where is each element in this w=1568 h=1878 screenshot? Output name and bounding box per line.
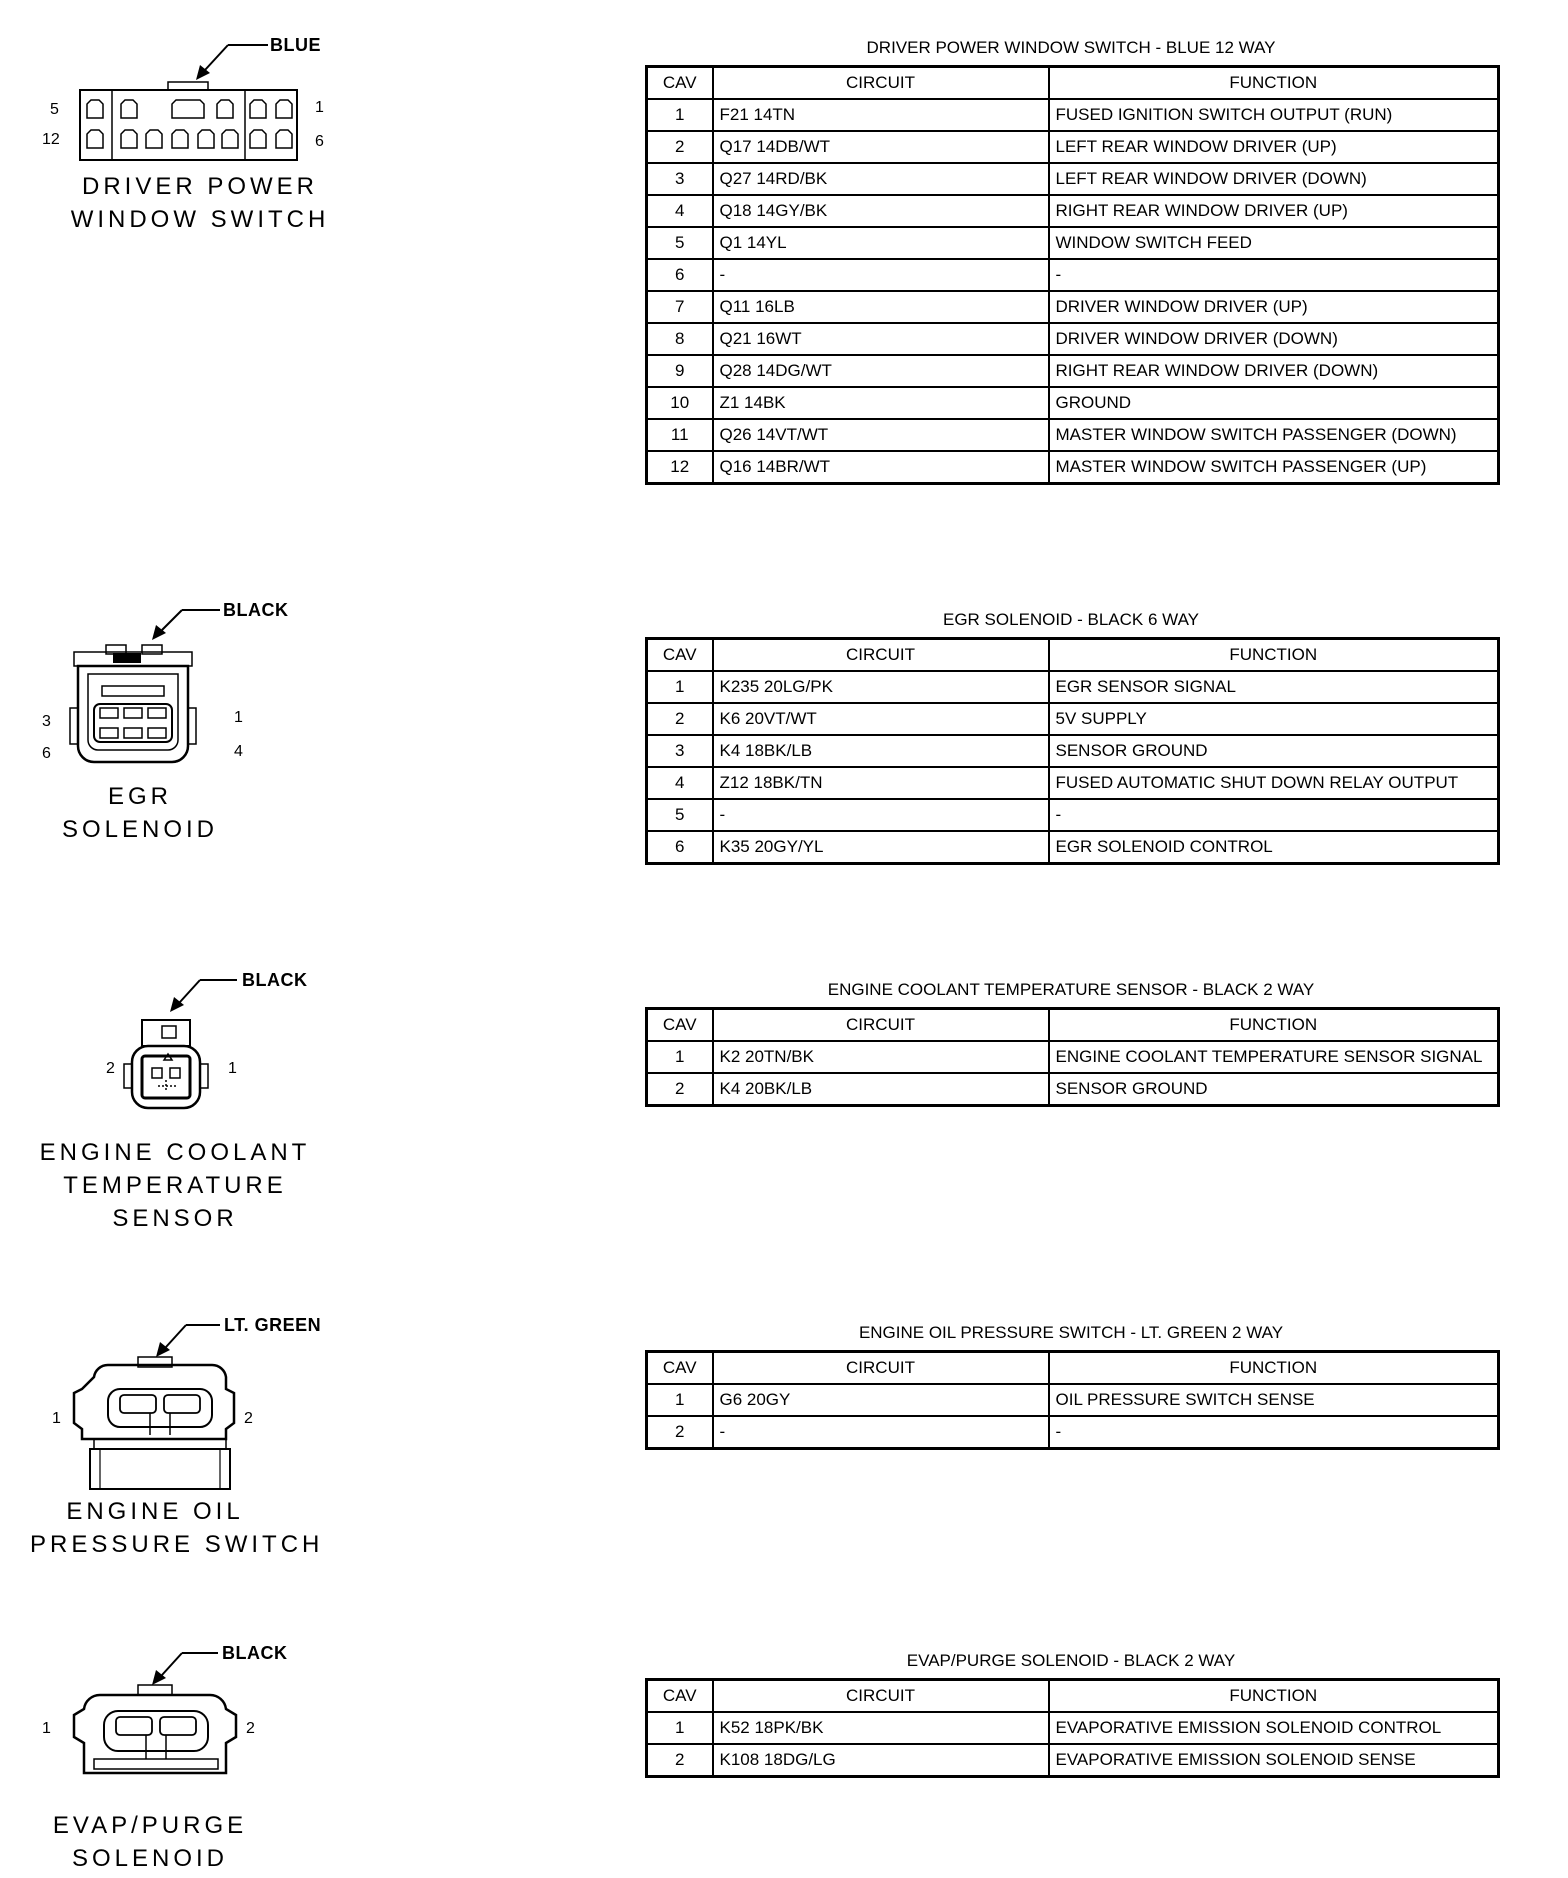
table-row (647, 735, 1499, 767)
table-body (647, 1384, 1499, 1449)
circuit-cell: F21 14TN (713, 99, 1049, 131)
pin-label: 4 (234, 743, 243, 760)
circuit-cell: Z1 14BK (713, 387, 1049, 419)
circuit-cell: - (713, 259, 1049, 291)
circuit-cell: Q1 14YL (713, 227, 1049, 259)
circuit-cell: K235 20LG/PK (713, 671, 1049, 703)
table-row (647, 671, 1499, 703)
cav-cell: 11 (647, 419, 713, 451)
cav-cell: 6 (647, 831, 713, 864)
connector-color-label: BLACK (223, 600, 289, 620)
pin-label: 6 (42, 745, 51, 762)
connector-name (25, 1136, 325, 1235)
function-cell: GROUND (1049, 387, 1499, 419)
table-title: DRIVER POWER WINDOW SWITCH - BLUE 12 WAY (866, 38, 1276, 57)
circuit-cell: Q17 14DB/WT (713, 131, 1049, 163)
table-header-row (647, 1009, 1499, 1042)
table-header-row (647, 639, 1499, 672)
table-row (647, 195, 1499, 227)
cav-cell: 7 (647, 291, 713, 323)
table-row (647, 767, 1499, 799)
table-row (647, 227, 1499, 259)
pin-label: 2 (246, 1720, 255, 1737)
circuit-cell: Q16 14BR/WT (713, 451, 1049, 484)
connector-name-line: SENSOR (112, 1205, 238, 1232)
table-row (647, 703, 1499, 735)
connector-name (40, 780, 240, 846)
connector-name-line: EVAP/PURGE (52, 1812, 248, 1839)
function-cell: DRIVER WINDOW DRIVER (UP) (1049, 291, 1499, 323)
connector-section-driver-power-window-switch (0, 0, 1568, 520)
header-function: FUNCTION (1049, 1009, 1499, 1042)
cav-cell: 4 (647, 195, 713, 227)
function-cell: MASTER WINDOW SWITCH PASSENGER (UP) (1049, 451, 1499, 484)
connector-section-engine-coolant-temperature-sensor (0, 960, 1568, 1260)
function-cell: SENSOR GROUND (1049, 1073, 1499, 1106)
function-cell: ENGINE COOLANT TEMPERATURE SENSOR SIGNAL (1049, 1041, 1499, 1073)
function-cell: OIL PRESSURE SWITCH SENSE (1049, 1384, 1499, 1416)
connector-color-label: BLUE (270, 35, 321, 55)
function-cell: 5V SUPPLY (1049, 703, 1499, 735)
header-circuit: CIRCUIT (713, 639, 1049, 672)
pin-table-driver-power-window-switch (645, 65, 1500, 485)
circuit-cell: K4 20BK/LB (713, 1073, 1049, 1106)
connector-name-line: SOLENOID (71, 1845, 229, 1872)
header-function: FUNCTION (1049, 639, 1499, 672)
header-cav: CAV (647, 1009, 713, 1042)
cav-cell: 1 (647, 99, 713, 131)
function-cell: EVAPORATIVE EMISSION SOLENOID SENSE (1049, 1744, 1499, 1777)
table-title: EGR SOLENOID - BLACK 6 WAY (942, 610, 1199, 629)
function-cell: FUSED IGNITION SWITCH OUTPUT (RUN) (1049, 99, 1499, 131)
function-cell: FUSED AUTOMATIC SHUT DOWN RELAY OUTPUT (1049, 767, 1499, 799)
connector-name (30, 1495, 324, 1561)
cav-cell: 8 (647, 323, 713, 355)
header-cav: CAV (647, 67, 713, 100)
table-row (647, 163, 1499, 195)
function-cell: - (1049, 799, 1499, 831)
table-row (647, 1073, 1499, 1106)
connector-name-line: DRIVER POWER (81, 173, 318, 200)
cav-cell: 2 (647, 1416, 713, 1449)
table-row (647, 1744, 1499, 1777)
circuit-cell: Q18 14GY/BK (713, 195, 1049, 227)
cav-cell: 10 (647, 387, 713, 419)
circuit-cell: - (713, 799, 1049, 831)
table-header-row (647, 1680, 1499, 1713)
pin-label: 1 (42, 1720, 51, 1737)
circuit-cell: K52 18PK/BK (713, 1712, 1049, 1744)
circuit-cell: K108 18DG/LG (713, 1744, 1049, 1777)
table-row (647, 451, 1499, 484)
pin-label: 5 (50, 101, 59, 118)
cav-cell: 1 (647, 1712, 713, 1744)
table-row (647, 1416, 1499, 1449)
table-row (647, 323, 1499, 355)
function-cell: - (1049, 259, 1499, 291)
circuit-cell: K6 20VT/WT (713, 703, 1049, 735)
table-row (647, 259, 1499, 291)
connector-name-line: ENGINE COOLANT (39, 1139, 311, 1166)
pin-table-engine-oil-pressure-switch (645, 1350, 1500, 1450)
cav-cell: 2 (647, 131, 713, 163)
table-row (647, 387, 1499, 419)
table-row (647, 355, 1499, 387)
function-cell: RIGHT REAR WINDOW DRIVER (UP) (1049, 195, 1499, 227)
pin-label: 1 (228, 1060, 237, 1077)
function-cell: - (1049, 1416, 1499, 1449)
connector-name (35, 1809, 265, 1875)
connector-name-line: EGR (107, 783, 172, 810)
connector-section-engine-oil-pressure-switch (0, 1305, 1568, 1565)
table-body (647, 1041, 1499, 1106)
table-title: ENGINE OIL PRESSURE SWITCH - LT. GREEN 2 WAY (858, 1323, 1284, 1342)
function-cell: DRIVER WINDOW DRIVER (DOWN) (1049, 323, 1499, 355)
pin-label: 2 (244, 1410, 253, 1427)
table-title: ENGINE COOLANT TEMPERATURE SENSOR - BLACK 2 WAY (827, 980, 1315, 999)
pin-table-egr-solenoid (645, 637, 1500, 865)
table-header-row (647, 1352, 1499, 1385)
cav-cell: 5 (647, 799, 713, 831)
circuit-cell: K2 20TN/BK (713, 1041, 1049, 1073)
header-function: FUNCTION (1049, 1680, 1499, 1713)
pin-table-evap-purge-solenoid (645, 1678, 1500, 1778)
pin-label: 1 (52, 1410, 61, 1427)
cav-cell: 2 (647, 1744, 713, 1777)
circuit-cell: K4 18BK/LB (713, 735, 1049, 767)
circuit-cell: Z12 18BK/TN (713, 767, 1049, 799)
table-row (647, 799, 1499, 831)
header-circuit: CIRCUIT (713, 67, 1049, 100)
cav-cell: 9 (647, 355, 713, 387)
connector-section-egr-solenoid (0, 590, 1568, 890)
cav-cell: 6 (647, 259, 713, 291)
cav-cell: 1 (647, 1384, 713, 1416)
header-circuit: CIRCUIT (713, 1680, 1049, 1713)
function-cell: LEFT REAR WINDOW DRIVER (UP) (1049, 131, 1499, 163)
connector-section-evap-purge-solenoid (0, 1633, 1568, 1878)
connector-color-label: BLACK (242, 970, 308, 990)
connector-name-line: ENGINE OIL (66, 1498, 244, 1525)
table-body (647, 671, 1499, 864)
function-cell: WINDOW SWITCH FEED (1049, 227, 1499, 259)
header-function: FUNCTION (1049, 1352, 1499, 1385)
connector-color-label: BLACK (222, 1643, 288, 1663)
circuit-cell: Q27 14RD/BK (713, 163, 1049, 195)
cav-cell: 5 (647, 227, 713, 259)
circuit-cell: Q26 14VT/WT (713, 419, 1049, 451)
cav-cell: 2 (647, 703, 713, 735)
table-row (647, 131, 1499, 163)
circuit-cell: K35 20GY/YL (713, 831, 1049, 864)
pin-label: 2 (106, 1060, 115, 1077)
function-cell: RIGHT REAR WINDOW DRIVER (DOWN) (1049, 355, 1499, 387)
header-function: FUNCTION (1049, 67, 1499, 100)
header-cav: CAV (647, 1680, 713, 1713)
table-row (647, 99, 1499, 131)
connector-color-label: LT. GREEN (224, 1315, 322, 1335)
pin-table-engine-coolant-temperature-sensor (645, 1007, 1500, 1107)
pin-label: 3 (42, 713, 51, 730)
cav-cell: 3 (647, 163, 713, 195)
function-cell: EVAPORATIVE EMISSION SOLENOID CONTROL (1049, 1712, 1499, 1744)
coolant-sensor-connector-diagram (0, 960, 400, 1160)
table-row (647, 419, 1499, 451)
header-cav: CAV (647, 1352, 713, 1385)
circuit-cell: - (713, 1416, 1049, 1449)
function-cell: SENSOR GROUND (1049, 735, 1499, 767)
table-header-row (647, 67, 1499, 100)
header-circuit: CIRCUIT (713, 1352, 1049, 1385)
function-cell: EGR SOLENOID CONTROL (1049, 831, 1499, 864)
circuit-cell: G6 20GY (713, 1384, 1049, 1416)
table-row (647, 1712, 1499, 1744)
header-circuit: CIRCUIT (713, 1009, 1049, 1042)
table-body (647, 99, 1499, 484)
table-row (647, 1384, 1499, 1416)
evap-purge-solenoid-connector-diagram (0, 1633, 400, 1833)
header-cav: CAV (647, 639, 713, 672)
cav-cell: 1 (647, 671, 713, 703)
cav-cell: 1 (647, 1041, 713, 1073)
circuit-cell: Q28 14DG/WT (713, 355, 1049, 387)
table-body (647, 1712, 1499, 1777)
table-row (647, 291, 1499, 323)
table-title: EVAP/PURGE SOLENOID - BLACK 2 WAY (906, 1651, 1236, 1670)
cav-cell: 12 (647, 451, 713, 484)
cav-cell: 2 (647, 1073, 713, 1106)
pin-label: 6 (315, 133, 324, 150)
cav-cell: 3 (647, 735, 713, 767)
connector-name-line: TEMPERATURE (63, 1172, 287, 1199)
circuit-cell: Q21 16WT (713, 323, 1049, 355)
pin-label: 1 (234, 709, 243, 726)
function-cell: MASTER WINDOW SWITCH PASSENGER (DOWN) (1049, 419, 1499, 451)
function-cell: LEFT REAR WINDOW DRIVER (DOWN) (1049, 163, 1499, 195)
oil-pressure-switch-connector-diagram (0, 1305, 400, 1505)
pin-label: 1 (315, 99, 324, 116)
table-row (647, 1041, 1499, 1073)
circuit-cell: Q11 16LB (713, 291, 1049, 323)
connector-name-line: SOLENOID (61, 816, 219, 843)
pin-label: 12 (42, 131, 60, 148)
connector-name-line: PRESSURE SWITCH (30, 1531, 324, 1558)
function-cell: EGR SENSOR SIGNAL (1049, 671, 1499, 703)
connector-name (50, 170, 350, 236)
cav-cell: 4 (647, 767, 713, 799)
table-row (647, 831, 1499, 864)
connector-name-line: WINDOW SWITCH (70, 206, 330, 233)
